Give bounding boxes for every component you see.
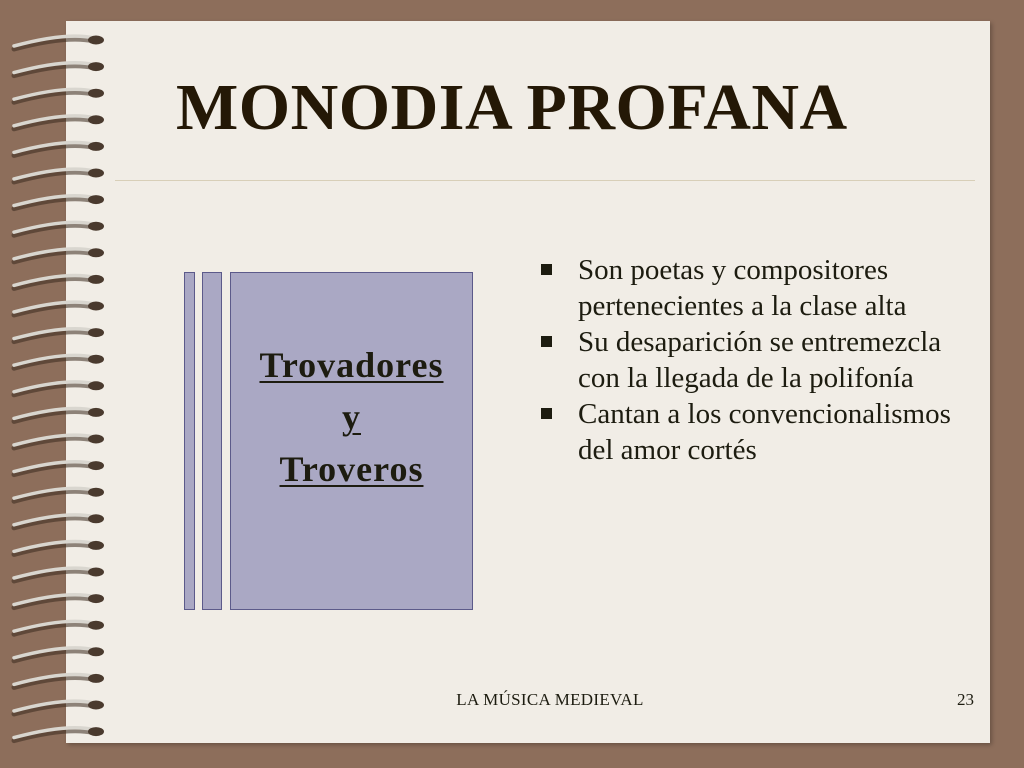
- binding-ring: [14, 302, 104, 316]
- binding-ring: [14, 36, 104, 50]
- book-spine-wide: [202, 272, 222, 610]
- book-spine-thin: [184, 272, 195, 610]
- square-bullet-icon: [541, 408, 552, 419]
- book-panel: [230, 272, 473, 610]
- binding-ring: [14, 222, 104, 236]
- binding-ring: [14, 461, 104, 475]
- book-heading: [231, 339, 472, 495]
- book-line-troveros: Troveros: [279, 449, 424, 489]
- binding-ring: [14, 727, 104, 741]
- binding-ring: [14, 408, 104, 422]
- slide-title: MONODIA PROFANA: [176, 71, 848, 144]
- title-divider: [115, 180, 975, 181]
- binding-ring: [14, 488, 104, 502]
- binding-ring: [14, 647, 104, 661]
- bullet-text: Su desaparición se entremezcla con la llegada de la polifonía: [578, 326, 942, 394]
- binding-ring: [14, 89, 104, 103]
- book-line-conjunction: y: [342, 397, 361, 437]
- binding-ring: [14, 594, 104, 608]
- square-bullet-icon: [541, 264, 552, 275]
- bullet-text: Cantan a los convencionalismos del amor cortés: [578, 398, 951, 466]
- binding-ring: [14, 568, 104, 582]
- binding-ring: [14, 514, 104, 528]
- binding-ring: [14, 248, 104, 261]
- square-bullet-icon: [541, 336, 552, 347]
- binding-ring: [14, 169, 104, 183]
- binding-ring: [14, 62, 104, 76]
- page-number: 23: [957, 690, 974, 709]
- bullet-item: [538, 324, 968, 396]
- binding-ring: [14, 115, 104, 129]
- binding-ring: [14, 355, 104, 369]
- bullet-list: [538, 252, 968, 468]
- binding-ring: [14, 142, 104, 156]
- binding-ring: [14, 381, 104, 395]
- binding-ring: [14, 435, 104, 449]
- binding-ring: [14, 195, 104, 209]
- binding-ring: [14, 275, 104, 289]
- footer-label: LA MÚSICA MEDIEVAL: [456, 690, 644, 709]
- binding-ring: [14, 701, 104, 715]
- bullet-item: [538, 252, 968, 324]
- bullet-text: Son poetas y compositores pertenecientes a la clase alta: [578, 254, 907, 322]
- book-line-trovadores: Trovadores: [259, 345, 444, 385]
- binding-ring: [14, 674, 104, 688]
- binding-ring: [14, 541, 104, 555]
- spiral-binding-icon: [0, 0, 120, 768]
- binding-ring: [14, 328, 104, 342]
- binding-ring: [14, 621, 104, 635]
- bullet-item: [538, 396, 968, 468]
